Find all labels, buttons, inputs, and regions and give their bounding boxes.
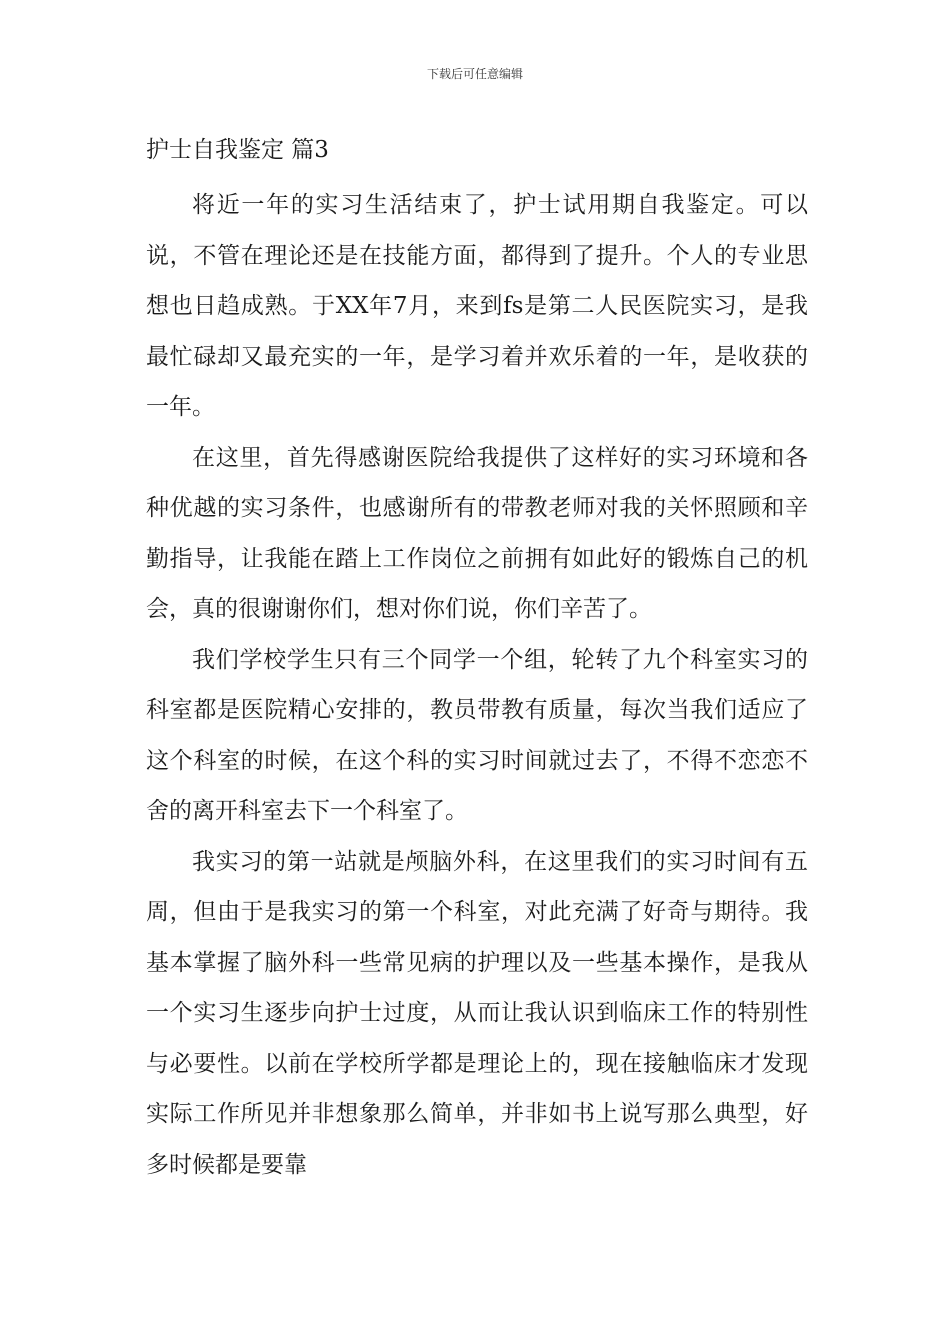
paragraph-4: 我实习的第一站就是颅脑外科，在这里我们的实习时间有五周，但由于是我实习的第一个科室，对此充满了好奇与期待。我基本掌握了脑外科一些常见病的护理以及一些基本操作，是我从一个实习生逐步向护士过度，从而让我认识到临床工作的特别性与必要性。以前在学校所学都是理论上的，现在接触临床才发现实际工作所见并非想象那么简单，并非如书上说写那么典型，好多时候都是要靠 [146, 848, 808, 1178]
document-body [146, 180, 808, 1190]
paragraph-2: 在这里，首先得感谢医院给我提供了这样好的实习环境和各种优越的实习条件，也感谢所有的带教老师对我的关怀照顾和辛勤指导，让我能在踏上工作岗位之前拥有如此好的锻炼自己的机会，真的很谢谢你们，想对你们说，你们辛苦了。 [146, 444, 808, 622]
header-note: 下载后可任意编辑 [426, 67, 523, 81]
paragraph-1: 将近一年的实习生活结束了，护士试用期自我鉴定。可以说，不管在理论还是在技能方面，都得到了提升。个人的专业思想也日趋成熟。于XX年7月，来到fs是第二人民医院实习，是我最忙碌却又最充实的一年，是学习着并欢乐着的一年，是收获的一年。 [146, 192, 808, 420]
paragraph-3: 我们学校学生只有三个同学一个组，轮转了九个科室实习的科室都是医院精心安排的，教员带教有质量，每次当我们适应了这个科室的时候，在这个科的实习时间就过去了，不得不恋恋不舍的离开科室去下一个科室了。 [146, 646, 808, 824]
document-title: 护士自我鉴定 篇3 [146, 137, 329, 163]
